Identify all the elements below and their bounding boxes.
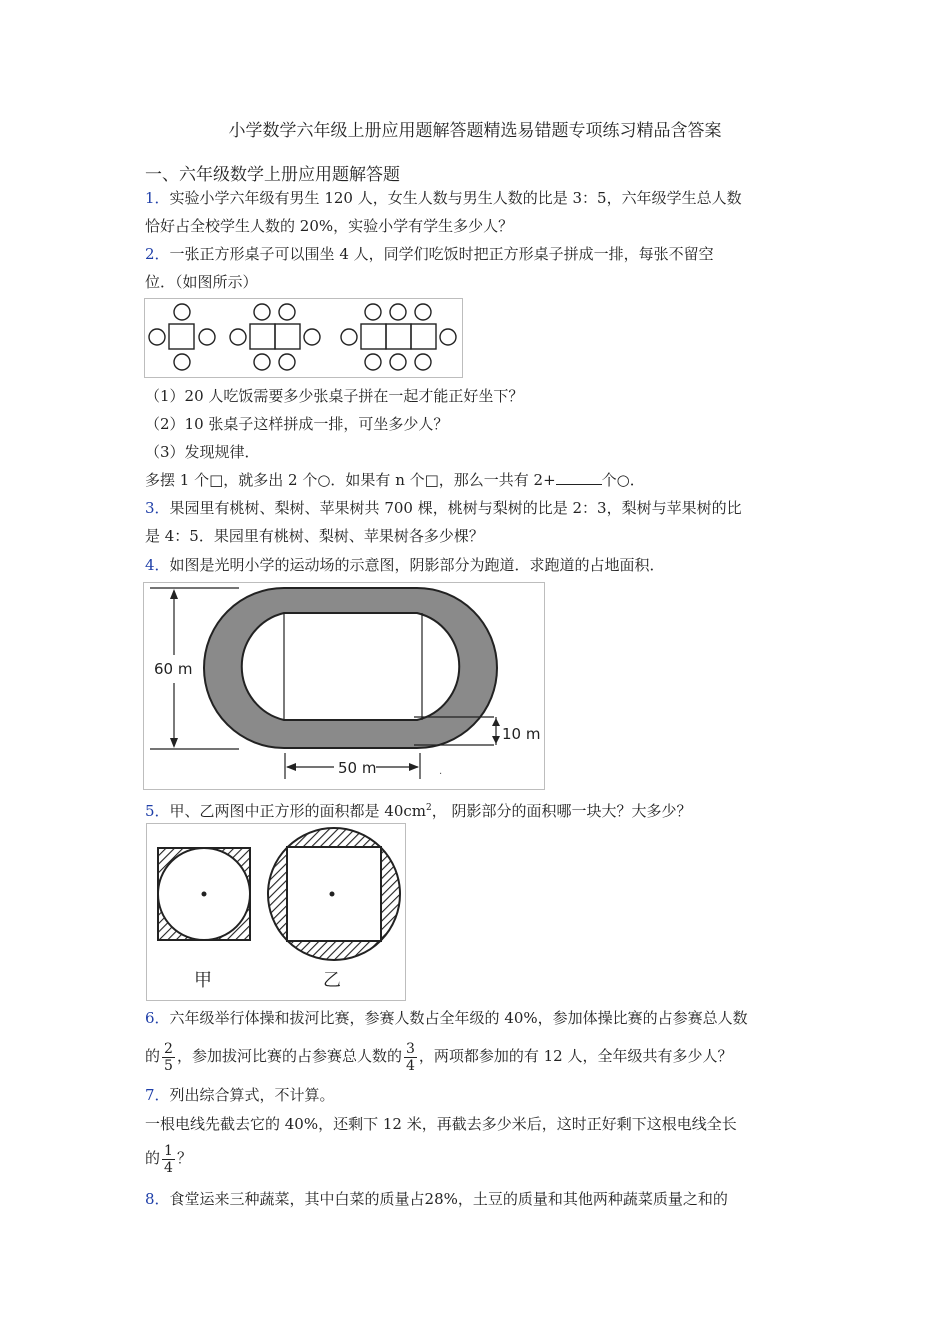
question-number: 8． [145,1190,170,1208]
label-50m: 50 m [338,759,377,777]
text-segment: ？ [176,1149,192,1167]
question-number: 6． [145,1009,170,1027]
question-2-sub-3: （3）发现规律． [145,443,260,461]
question-2-line-2: 位．（如图所示） [145,273,258,291]
fraction-2-5 [162,1041,175,1074]
question-2-sub-2: （2）10 张桌子这样拼成一排，可坐多少人？ [145,415,449,433]
question-3-line-1 [145,498,742,518]
question-text: 甲、乙两图中正方形的面积都是 40cm [169,802,427,820]
section-heading: 一、六年级数学上册应用题解答题 [145,165,400,185]
question-8-line-1 [145,1189,728,1209]
fraction-1-4 [162,1143,175,1176]
question-6-line-2 [145,1038,733,1074]
label-jia: 甲 [194,970,212,991]
text-segment: ，两项都参加的有 12 人，全年级共有多少人？ [418,1047,733,1065]
denominator: 4 [405,1057,415,1074]
label-60m: 60 m [154,660,193,678]
question-7-line-1 [145,1085,335,1105]
question-number: 1． [145,189,170,207]
question-1-line-2: 恰好占全校学生人数的 20%，实验小学有学生多少人？ [145,217,514,235]
label-yi: 乙 [323,970,341,991]
question-2-sub-1: （1）20 人吃饭需要多少张桌子拼在一起才能正好坐下？ [145,387,524,405]
numerator: 2 [164,1040,173,1057]
question-6-line-1 [145,1008,748,1028]
question-text: 实验小学六年级有男生 120 人，女生人数与男生人数的比是 3：5，六年级学生总人数 [169,189,742,207]
denominator: 4 [164,1159,173,1176]
question-text: 如图是光明小学的运动场的示意图，阴影部分为跑道．求跑道的占地面积． [169,556,665,574]
tables-diagram [145,299,462,377]
track-diagram [144,583,544,789]
question-number: 2． [145,245,170,263]
superscript: 2 [426,803,432,813]
question-text-cont: ， 阴影部分的面积哪一块大？大多少？ [431,802,692,820]
page-title: 小学数学六年级上册应用题解答题精选易错题专项练习精品含答案 [228,121,722,141]
question-text: 列出综合算式，不计算。 [169,1086,335,1104]
question-5-line-1 [145,798,692,821]
numerator: 1 [164,1142,173,1159]
text-segment: 的 [145,1047,161,1065]
label-10m: 10 m [502,725,541,743]
question-number: 5． [145,802,170,820]
question-1-line-1 [145,188,742,208]
track-figure [143,582,545,790]
svg-text:·: · [439,769,443,780]
question-number: 3． [145,499,170,517]
question-number: 7． [145,1086,170,1104]
rule-text-before: 多摆 1 个□，就多出 2 个○．如果有 n 个□，那么一共有 2+ [145,471,556,489]
square-circle-figure [146,823,406,1001]
tables-figure [144,298,463,378]
fraction-3-4 [404,1041,417,1074]
question-4-line-1 [145,555,665,575]
question-text: 果园里有桃树、梨树、苹果树共 700 棵，桃树与梨树的比是 2：3，梨树与苹果树的比 [169,499,742,517]
numerator: 3 [405,1040,415,1057]
question-7-line-3 [145,1140,192,1176]
rule-text-after: 个○． [601,471,645,489]
question-text: 六年级举行体操和拔河比赛，参赛人数占全年级的 40%，参加体操比赛的占参赛总人数 [169,1009,748,1027]
question-7-line-2: 一根电线先截去它的 40%，还剩下 12 米，再截去多少米后，这时正好剩下这根电线全长 [145,1115,737,1133]
question-text: 食堂运来三种蔬菜，其中白菜的质量占28%，土豆的质量和其他两种蔬菜质量之和的 [169,1190,728,1208]
square-circle-diagram [147,824,405,1000]
question-text: 一张正方形桌子可以围坐 4 人，同学们吃饭时把正方形桌子拼成一排，每张不留空 [169,245,714,263]
denominator: 5 [164,1057,173,1074]
answer-blank[interactable] [556,470,602,485]
question-3-line-2: 是 4：5．果园里有桃树、梨树、苹果树各多少棵？ [145,527,484,545]
text-segment: 的 [145,1149,161,1167]
question-2-line-1 [145,244,714,264]
question-2-sub-4 [145,470,645,490]
text-segment: ，参加拔河比赛的占参赛总人数的 [176,1047,402,1065]
question-number: 4． [145,556,170,574]
